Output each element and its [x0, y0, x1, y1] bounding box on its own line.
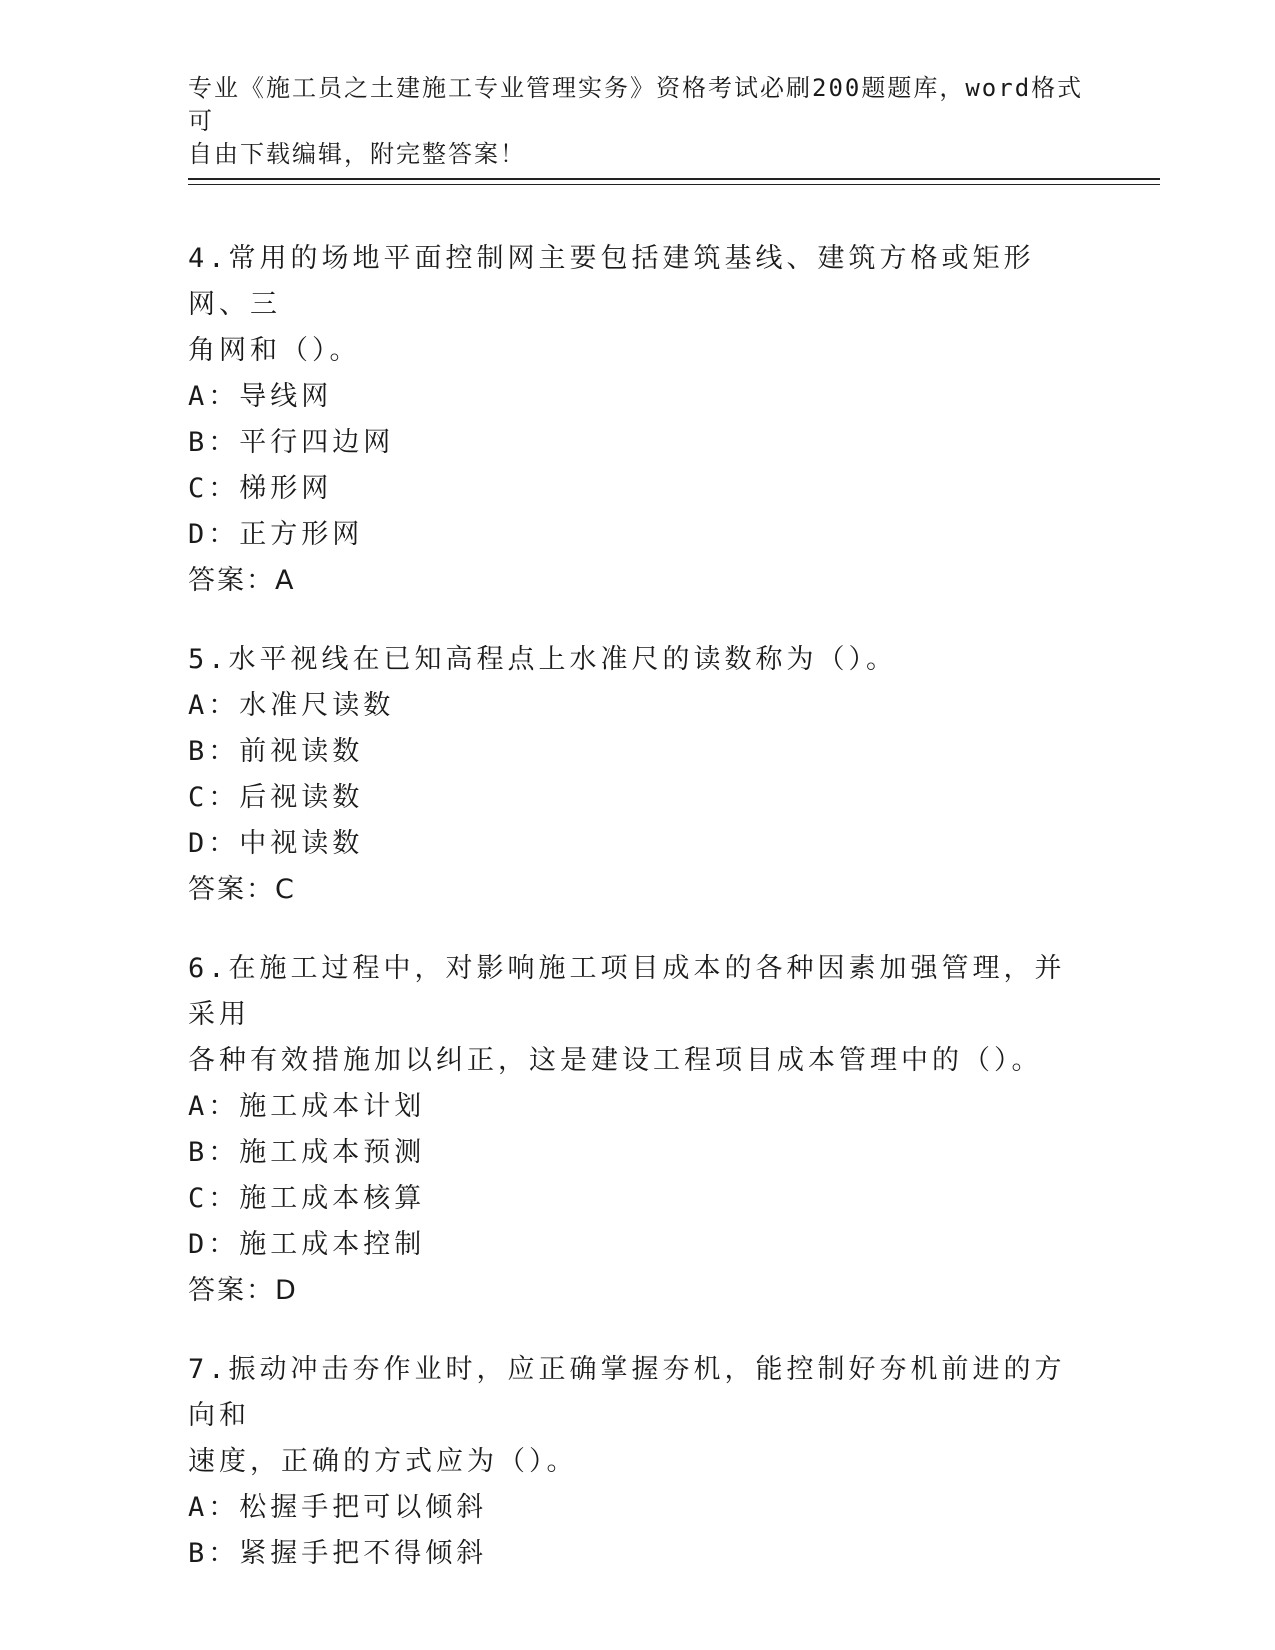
header-line-1: 专业《施工员之土建施工专业管理实务》资格考试必刷200题题库，word格式可: [188, 74, 1084, 135]
answer: 答案：C: [188, 874, 296, 905]
question-stem: 5.水平视线在已知高程点上水准尺的读数称为（）。: [188, 644, 898, 675]
question-list: [188, 236, 1088, 1610]
option-b: B：紧握手把不得倾斜: [188, 1538, 488, 1569]
question-stem-continued: 各种有效措施加以纠正，这是建设工程项目成本管理中的（）。: [188, 1045, 1043, 1076]
option-d: D：施工成本控制: [188, 1229, 426, 1260]
option-a: A：松握手把可以倾斜: [188, 1492, 488, 1523]
option-b: B：平行四边网: [188, 427, 395, 458]
option-b: B：前视读数: [188, 736, 364, 767]
option-a: A：施工成本计划: [188, 1091, 426, 1122]
document-header: [188, 72, 1088, 171]
header-divider-thick: [188, 178, 1160, 180]
option-a: A：水准尺读数: [188, 690, 395, 721]
answer: 答案：D: [188, 1275, 298, 1306]
question-7: [188, 1347, 1088, 1577]
question-4: [188, 236, 1088, 604]
option-d: D：正方形网: [188, 519, 364, 550]
question-stem: 7.振动冲击夯作业时，应正确掌握夯机，能控制好夯机前进的方向和: [188, 1354, 1066, 1431]
option-d: D：中视读数: [188, 828, 364, 859]
question-stem: 6.在施工过程中，对影响施工项目成本的各种因素加强管理，并采用: [188, 953, 1066, 1030]
option-c: C：梯形网: [188, 473, 333, 504]
option-c: C：施工成本核算: [188, 1183, 426, 1214]
question-stem-continued: 角网和（）。: [188, 335, 361, 366]
question-5: [188, 637, 1088, 913]
header-divider-thin: [188, 184, 1160, 185]
question-stem: 4.常用的场地平面控制网主要包括建筑基线、建筑方格或矩形网、三: [188, 243, 1035, 320]
header-line-2: 自由下载编辑，附完整答案！: [188, 140, 526, 168]
question-stem-continued: 速度，正确的方式应为（）。: [188, 1446, 578, 1477]
option-b: B：施工成本预测: [188, 1137, 426, 1168]
option-a: A：导线网: [188, 381, 333, 412]
answer: 答案：A: [188, 565, 296, 596]
option-c: C：后视读数: [188, 782, 364, 813]
question-6: [188, 946, 1088, 1314]
